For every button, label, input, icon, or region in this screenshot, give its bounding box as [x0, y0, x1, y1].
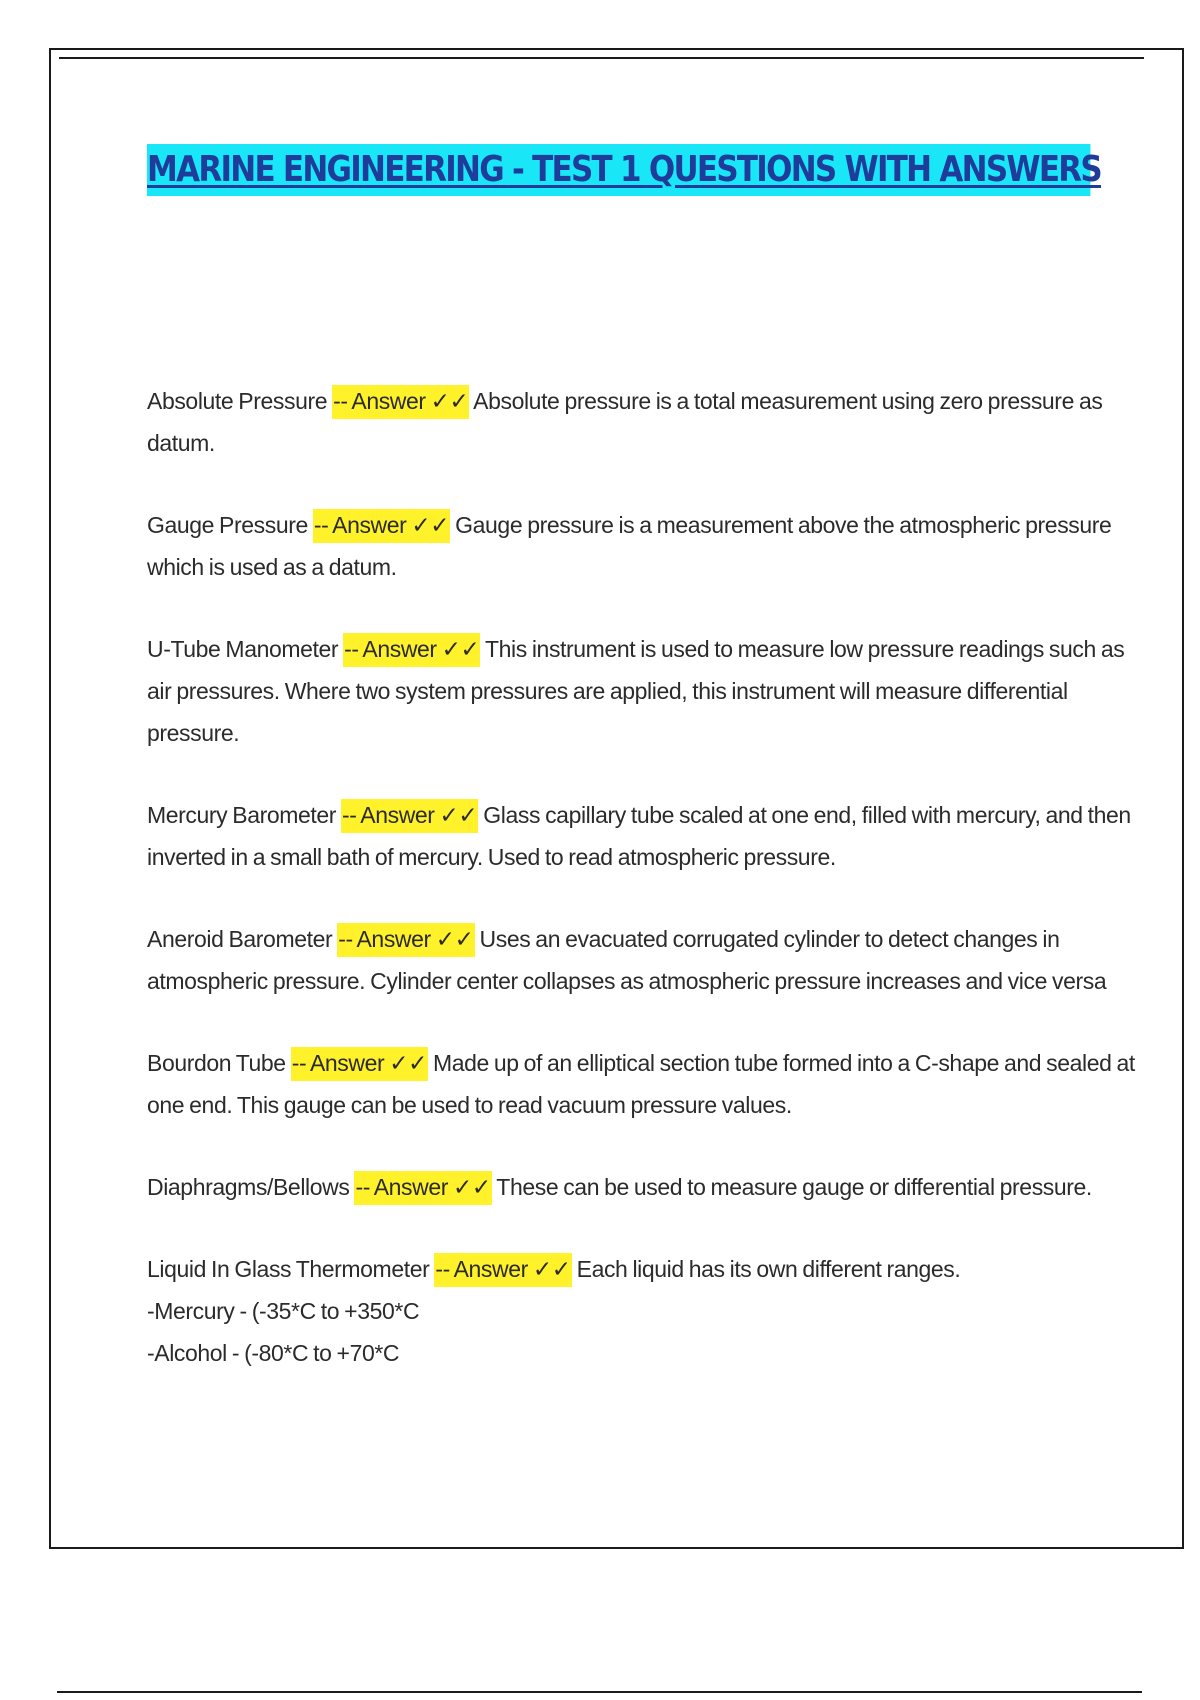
- answer-marker: -- Answer ✓✓: [354, 1171, 491, 1205]
- page-title: MARINE ENGINEERING - TEST 1 QUESTIONS WITH ANSWERS: [147, 144, 1090, 196]
- answer-marker: -- Answer ✓✓: [332, 385, 469, 419]
- qa-list: [147, 380, 1137, 1414]
- qa-answer: Made up of an elliptical section tube formed into a C-shape and sealed at one end. This gauge can be used to read vacuum pressure values.: [147, 1050, 1135, 1118]
- page-frame: [49, 48, 1184, 1549]
- qa-term: Liquid In Glass Thermometer: [147, 1256, 430, 1282]
- bottom-rule: [57, 1691, 1142, 1693]
- answer-marker: -- Answer ✓✓: [341, 799, 478, 833]
- answer-marker: -- Answer ✓✓: [343, 633, 480, 667]
- qa-answer: Gauge pressure is a measurement above the atmospheric pressure which is used as a datum.: [147, 512, 1112, 580]
- qa-item: [147, 380, 1137, 464]
- qa-extra-line: -Alcohol - (-80*C to +70*C: [147, 1340, 400, 1366]
- qa-item: [147, 628, 1137, 754]
- qa-answer: This instrument is used to measure low pressure readings such as air pressures. Where two system pressures are applied, this instrument will measure differential pressure.: [147, 636, 1125, 746]
- qa-term: U-Tube Manometer: [147, 636, 339, 662]
- qa-term: Diaphragms/Bellows: [147, 1174, 350, 1200]
- qa-extra-line: -Mercury - (-35*C to +350*C: [147, 1298, 420, 1324]
- qa-answer: Glass capillary tube scaled at one end, filled with mercury, and then inverted in a small bath of mercury. Used to read atmospheric pressure.: [147, 802, 1131, 870]
- qa-term: Mercury Barometer: [147, 802, 337, 828]
- qa-item: [147, 1042, 1137, 1126]
- title-block: [147, 144, 1101, 204]
- qa-term: Absolute Pressure: [147, 388, 328, 414]
- answer-marker: -- Answer ✓✓: [434, 1253, 571, 1287]
- qa-answer: Each liquid has its own different ranges.: [576, 1256, 961, 1282]
- qa-term: Aneroid Barometer: [147, 926, 333, 952]
- qa-answer: Uses an evacuated corrugated cylinder to detect changes in atmospheric pressure. Cylinder center collapses as atmospheric pressure increases and vice versa: [147, 926, 1107, 994]
- qa-answer: Absolute pressure is a total measurement using zero pressure as datum.: [147, 388, 1103, 456]
- top-rule: [59, 57, 1144, 59]
- qa-item: [147, 1166, 1137, 1208]
- answer-marker: -- Answer ✓✓: [291, 1047, 428, 1081]
- qa-item: [147, 918, 1137, 1002]
- qa-item: [147, 504, 1137, 588]
- qa-answer: These can be used to measure gauge or differential pressure.: [496, 1174, 1092, 1200]
- answer-marker: -- Answer ✓✓: [313, 509, 450, 543]
- qa-term: Gauge Pressure: [147, 512, 308, 538]
- qa-item: [147, 1248, 1137, 1374]
- answer-marker: -- Answer ✓✓: [337, 923, 474, 957]
- qa-item: [147, 794, 1137, 878]
- qa-term: Bourdon Tube: [147, 1050, 286, 1076]
